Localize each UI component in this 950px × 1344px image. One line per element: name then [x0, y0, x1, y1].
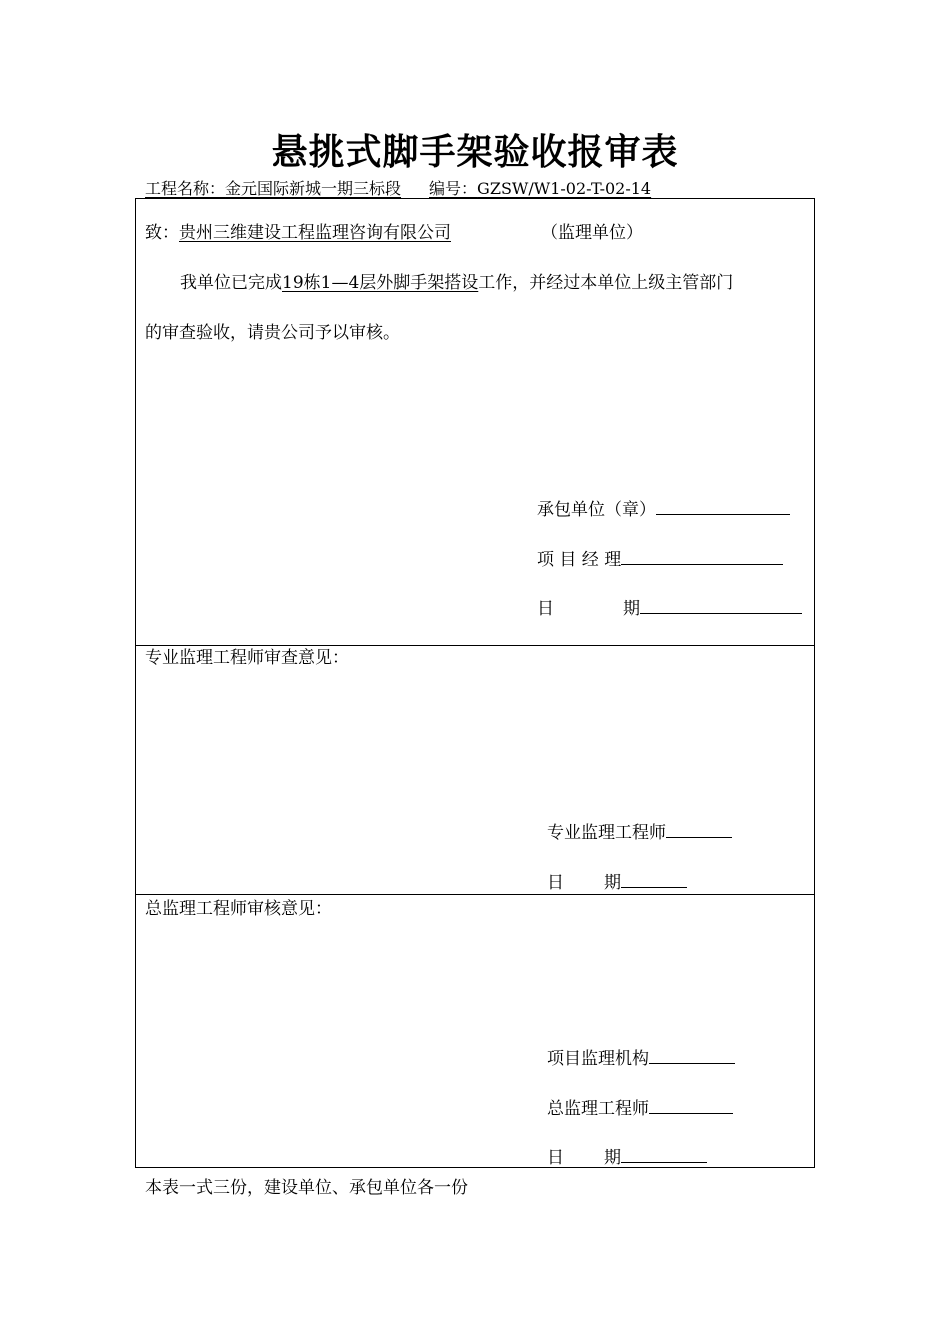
to-role: （监理单位） [541, 223, 643, 243]
org-label: 项目监理机构 [547, 1049, 649, 1069]
chief-blank[interactable] [649, 1099, 733, 1114]
section-divider-1 [136, 645, 814, 646]
request-paragraph-line2: 的审查验收，请贵公司予以审核。 [145, 323, 400, 343]
para-prefix: 我单位已完成 [180, 273, 282, 293]
contractor-blank[interactable] [656, 500, 790, 515]
manager-signature-row [537, 550, 783, 569]
request-paragraph-line1 [180, 275, 733, 292]
work-item: 19栋1—4层外脚手架搭设 [282, 273, 479, 293]
code-field [429, 179, 651, 198]
date-label-b: 期 [623, 599, 640, 619]
project-name-field [145, 179, 401, 198]
manager-label: 项 目 经 理 [537, 550, 622, 570]
project-name: 金元国际新城一期三标段 [225, 179, 402, 198]
engineer-signature-row [547, 823, 732, 842]
date-label-a: 日 [547, 873, 564, 893]
contractor-date-blank[interactable] [640, 599, 802, 614]
manager-blank[interactable] [621, 550, 783, 565]
form-title: 悬挑式脚手架验收报审表 [271, 132, 679, 173]
chief-label: 总监理工程师 [547, 1099, 649, 1119]
contractor-signature-row [537, 500, 790, 519]
section-divider-2 [136, 894, 814, 895]
project-label: 工程名称： [145, 179, 226, 198]
org-blank[interactable] [649, 1049, 735, 1064]
code-value: GZSW/W1-02-T-02-14 [477, 179, 652, 198]
to-company: 贵州三维建设工程监理咨询有限公司 [179, 223, 451, 243]
form-table [135, 198, 815, 1168]
contractor-label: 承包单位（章） [537, 500, 656, 520]
engineer-blank[interactable] [666, 823, 732, 838]
engineer-label: 专业监理工程师 [547, 823, 666, 843]
para-suffix: 工作，并经过本单位上级主管部门 [478, 273, 734, 293]
date-label-a: 日 [537, 599, 554, 619]
addressee-line [145, 225, 643, 242]
form-header [145, 176, 651, 199]
to-label: 致： [145, 223, 179, 243]
supervision-org-row [547, 1049, 735, 1068]
engineer-date-blank[interactable] [621, 873, 687, 888]
footer-note: 本表一式三份，建设单位、承包单位各一份 [145, 1178, 468, 1198]
chief-date-blank[interactable] [621, 1148, 707, 1163]
date-label-a: 日 [547, 1148, 564, 1168]
engineer-date-row [547, 873, 687, 892]
date-label-b: 期 [604, 1148, 621, 1168]
engineer-opinion-heading: 专业监理工程师审查意见： [145, 648, 349, 668]
chief-engineer-row [547, 1099, 733, 1118]
chief-date-row [547, 1148, 707, 1167]
code-label: 编号： [429, 179, 478, 198]
date-label-b: 期 [604, 873, 621, 893]
chief-opinion-heading: 总监理工程师审核意见： [145, 899, 332, 919]
contractor-date-row [537, 599, 802, 618]
